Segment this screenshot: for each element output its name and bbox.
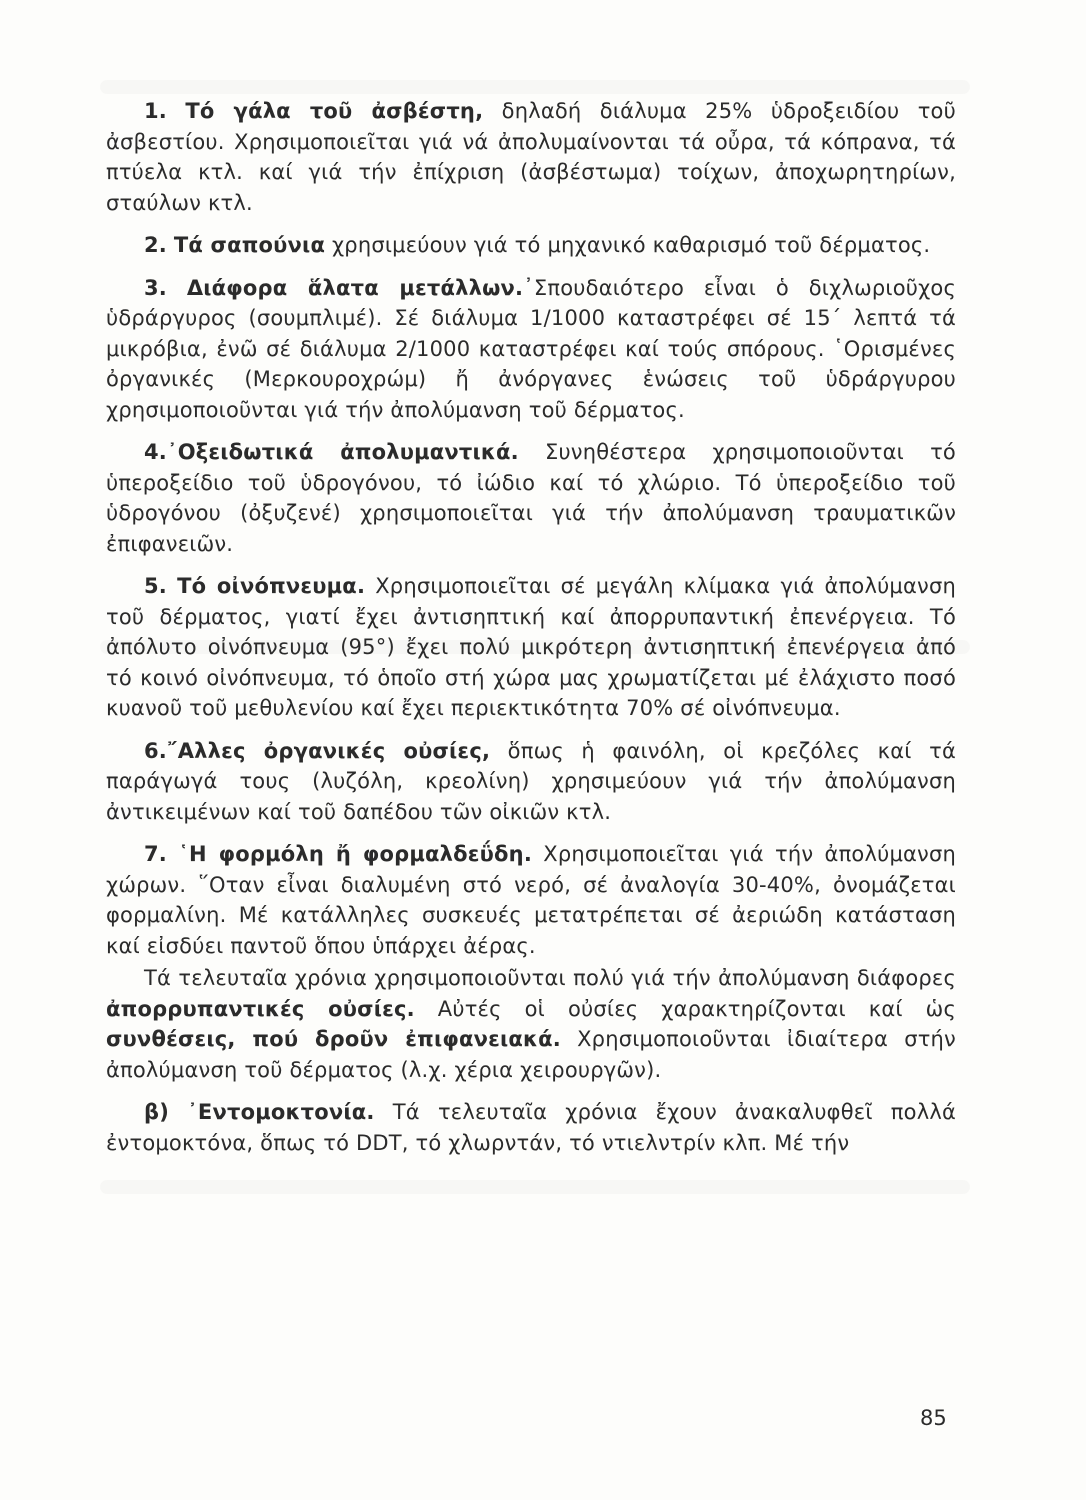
item-text: χρησιμεύουν γιά τό μηχανικό καθαρισμό τοῦ δέρματος. (331, 233, 931, 257)
bleed-through-band (100, 1180, 970, 1194)
item-number: 3. (144, 275, 167, 300)
body-text (106, 96, 956, 1158)
item-text: δηλαδή διάλυμα 25% ὑδροξειδίου τοῦ ἀσβεστίου. Χρησιμοποιεῖται γιά νά ἀπολυμαίνονται τά οὖρα, τά κόπρανα, τά πτύελα κτλ. καί γιά τήν ἐπίχριση (ἀσβέστωμα) τοίχων, ἀποχωρητηρίων, σταύλων κτλ. (106, 99, 956, 215)
item-number: 4. (144, 440, 167, 464)
item-term: Τά σαπούνια (173, 233, 326, 257)
bleed-through-band (100, 80, 970, 94)
item-term: ῎Αλλες ὀργανικές οὐσίες, (167, 738, 491, 763)
text-part: Αὐτές οἱ οὐσίες χαρακτηρίζονται καί ὡς (437, 996, 956, 1021)
section-text: Τά τελευταῖα χρόνια ἔχουν ἀνακαλυφθεῖ πολλά ἐντομοκτόνα, ὅπως τό DDT, τό χλωρντάν, τό ντιελντρίν κλπ. Μέ τήν (106, 1100, 956, 1155)
item-text: Συνηθέστερα χρησιμοποιοῦνται τό ὑπεροξείδιο τοῦ ὑδρογόνου, τό ἰώδιο καί τό χλώριο. Τό ὑπεροξείδιο τοῦ ὑδρογόνου (ὀξυζενέ) χρησιμοποιεῖται γιά τήν ἀπολύμανση τραυματικῶν ἐπιφανειῶν. (106, 440, 956, 556)
item-term: Τό οἰνόπνευμα. (177, 574, 366, 598)
item-text: Χρησιμοποιεῖται γιά τήν ἀπολύμανση χώρων. ῞Οταν εἶναι διαλυμένη στό νερό, σέ ἀναλογία 30-40%, ὀνομάζεται φορμαλίνη. Μέ κατάλληλες συσκευές μετατρέπεται σέ ἀεριώδη κατάσταση καί εἰσδύει παντοῦ ὅπου ὑπάρχει ἀέρας. (106, 842, 956, 958)
item-text: ὅπως ἡ φαινόλη, οἱ κρεζόλες καί τά παράγωγά τους (λυζόλη, κρεολίνη) χρησιμεύουν γιά τήν ἀπολύμανση ἀντικειμένων καί τοῦ δαπέδου τῶν οἰκιῶν κτλ. (106, 738, 956, 824)
item-term: ᾿Οξειδωτικά ἀπολυμαντικά. (167, 440, 519, 464)
text-part: Χρησιμοποιοῦνται ἰδιαίτερα στήν ἀπολύμανση τοῦ δέρματος (λ.χ. χέρια χειρουργῶν). (106, 1027, 956, 1082)
item-number: 1. (144, 99, 167, 123)
paragraph-9 (106, 1097, 956, 1158)
item-number: 6. (144, 738, 167, 763)
item-number: 2. (144, 233, 167, 257)
paragraph-2 (106, 230, 956, 261)
section-term: ᾿Εντομοκτονία. (187, 1100, 375, 1124)
paragraph-5 (106, 571, 956, 724)
item-text: ᾿Σπουδαιότερο εἶναι ὁ διχλωριοῦχος ὑδράργυρος (σουμπλιμέ). Σέ διάλυμα 1/1000 καταστρέφει σέ 15΄ λεπτά τά μικρόβια, ἐνῶ σέ διάλυμα 2/1000 καταστρέφει καί τούς σπόρους. ῾Ορισμένες ὀργανικές (Μερκουροχρώμ) ἤ ἀνόργανες ἑνώσεις τοῦ ὑδράργυρου χρησιμοποιοῦνται γιά τήν ἀπολύμανση τοῦ δέρματος. (106, 275, 956, 422)
highlight-term: ἀπορρυπαντικές οὐσίες. (106, 996, 415, 1021)
paragraph-8 (106, 963, 956, 1085)
item-term: Διάφορα ἅλατα μετάλλων. (186, 275, 524, 300)
paragraph-1 (106, 96, 956, 218)
paragraph-4 (106, 437, 956, 559)
item-text: Χρησιμοποιεῖται σέ μεγάλη κλίμακα γιά ἀπολύμανση τοῦ δέρματος, γιατί ἔχει ἀντισηπτική καί ἀπορρυπαντική ἐπενέργεια. Τό ἀπόλυτο οἰνόπνευμα (95°) ἔχει πολύ μικρότερη ἀντισηπτική ἐπενέργεια ἀπό τό κοινό οἰνόπνευμα, τό ὁποῖο στή χώρα μας χρωματίζεται μέ ἐλάχιστο ποσό κυανοῦ τοῦ μεθυλενίου καί ἔχει περιεκτικότητα 70% σέ οἰνόπνευμα. (106, 574, 956, 720)
paragraph-7 (106, 839, 956, 961)
highlight-term: συνθέσεις, πού δροῦν ἐπιφανειακά. (106, 1027, 561, 1051)
item-term: ῾Η φορμόλη ἤ φορμαλδεΰδη. (178, 842, 533, 866)
item-number: 7. (144, 842, 167, 866)
section-letter: β) (144, 1100, 170, 1124)
paragraph-6 (106, 736, 956, 828)
text-part: Τά τελευταῖα χρόνια χρησιμοποιοῦνται πολύ γιά τήν ἀπολύμανση διάφορες (144, 966, 956, 990)
item-term: Τό γάλα τοῦ ἀσβέστη, (185, 99, 484, 123)
page-number: 85 (920, 1406, 947, 1430)
item-number: 5. (144, 574, 167, 598)
paragraph-3 (106, 273, 956, 426)
